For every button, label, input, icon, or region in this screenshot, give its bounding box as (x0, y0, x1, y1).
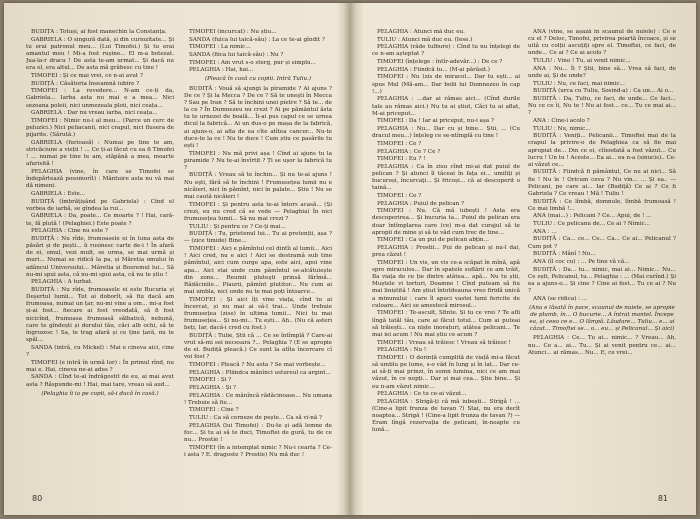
dialogue-paragraph: TIMOFEI : Un vis, un vis ce-a scăpat în mînă, apă spre miraculos... Dar în spatele suflării ce am trăit, Ba viața de ce ție dintre atâtea... apă... Nu tu știi, Muștele vi torturi, Doamne ! Cînd puteam să fiu mai liniștită ! Am știut întotdeauna vreo firidă unică a minunului : care îl apuci vastei lumi fericite de culoare... Aici se amestecă mirosul... (372, 259, 520, 309)
dialogue-paragraph: TIMOFEI : Eu ? ! (377, 156, 426, 163)
dialogue-paragraph: TULIU : Și pentru ce ? Ce-ți mai... (189, 223, 286, 230)
dialogue-paragraph: PELAGHIA : ...dar ai rămas aici... (Cînd durile tale au rămas aici.) Nu tu ai știut, Căci tu ai aflat, M-ai priceput... (372, 96, 520, 117)
dialogue-paragraph: GABRIELA : Dar nu vreau iarba, nici ceața... (31, 110, 158, 117)
dialogue-paragraph: PELAGHIA : Strigă-ți că mă iubești... Strigă ! ... (Cine-a lipit frunza de tavan ?) Stai, nu era decît noaptea... Strigă ! (Cine-a lipit frunza de tavan ?) — Eram lîngă rezervația de pelicani, în-noapte cu lună... (372, 398, 520, 434)
dialogue-paragraph: BUDIȚĂ : Nu rîde, frumoasele ei în luna asta de păsări și de pești... îi rusinesc carte de-i ! În afară de ei, omul, vezi mult, se urma, se mai urmă și muri... Numai se ridică la pa, și Măretia omului în adâncul Universului... Măretia și Bosremul lui... Să nu-mi spui asta, că nu-mi spui asta, că nu te știu ! (26, 235, 174, 278)
dialogue-paragraph: PELAGHIA : Ce... Tu ai... nimic... ? Vreau... Ah, nu... Ce a... ai... Tu... Și ai venit pentru ce... ai... Atunci... ai rămas... Nu... E, ce vrei... (528, 335, 676, 356)
dialogue-paragraph: TULIU : Vino ! Tu, ai venit nimic... (533, 58, 631, 65)
dialogue-paragraph: PELAGHIA : Nu... Dar cu și bine... Știi, ... (Cu dracul meu...) înțeleg ce se-ntîmplă cu tine ! (372, 126, 520, 140)
dialogue-paragraph: GABRIELA (furioasă) : Numai pe tine te am, stricăciune a vieții ! ... Ce ți-ai făcut cu ea fi Timofei ! ... numai pe tine te am, stăpână a mea, moarte afurisită ! (26, 139, 174, 168)
dialogue-paragraph: ANA : Nu... Îi ? Știi, bine să... Vrea să faci, de unde ai, Și de unde? (528, 65, 676, 79)
left-page-column-1 (26, 29, 174, 477)
dialogue-paragraph: SANDA (intră, cu Mickel) : Mai e cineva aici, cine ? (26, 344, 174, 358)
dialogue-paragraph: GABRIELA : Este... (31, 190, 86, 197)
right-page-column-2 (528, 29, 676, 477)
dialogue-paragraph: TIMOFEI (înțelege : întîr-adevăr...) : De ce ? (377, 59, 503, 66)
dialogue-paragraph: PELAGHIA : Pliindca mănînci ustureul ca argint... (189, 369, 331, 376)
right-page-number: 81 (657, 494, 668, 503)
dialogue-paragraph: TIMOFEI : Nu. Că mă iubești ! Asta era descoperirea... Și bucuria ta... Puiul de pelican era doar întîmplarea care (ce) m-a dat curajul să te apropii de mine și să te văd cum trec de tine... (372, 208, 520, 236)
right-page (372, 29, 678, 477)
dialogue-paragraph: TULIU : Ca să cerneze de pește... Ca să vi-nă ? (189, 415, 322, 422)
dialogue-paragraph: TIMOFEI : Ce ? (377, 192, 422, 199)
book-gutter (344, 3, 356, 515)
dialogue-paragraph: TIMOFEI : Vreau să trăiesc ! Vreau să trăiesc ! (377, 339, 511, 346)
dialogue-paragraph: BUDIȚĂ : Tulie, Știi că ... Ce se întîmplă ? Care-ai vrut să-mi sei necesara ?... Pelaghia ? (E se apropie de ei. Budiță pleacă.) Ce sunt la atîta încercare cî voi fost ? (184, 332, 332, 361)
dialogue-paragraph: TIMOFEI : Și pentru asta te-ai întors acasă... (Și crezi, eu nu cred că se vede — Pelaghia) În nici frumusețea lumii... Să nu mai crezi ? (184, 201, 332, 222)
dialogue-paragraph: TULIU : Ce pelicanu de... Ce ai ? Nimic... (533, 221, 651, 228)
dialogue-paragraph: (Pleacă în casă cu copiii. Intră Tuliu.) (204, 76, 312, 83)
dialogue-paragraph: TULIU : Nu, nimic... (533, 125, 591, 132)
dialogue-paragraph: TIMOFEI : Ca un pui de pelican abțin... (377, 237, 489, 244)
dialogue-paragraph: PELAGHIA : Fiindcă tu... (M-ai părăsit.) (377, 66, 490, 73)
dialogue-paragraph: TIMOFEI (în a intemplat nimic ? Nu-i cearta ? Ce-i asta ? E. dragoste ? Prostie) Nu mă duc ! (184, 444, 332, 458)
dialogue-paragraph: PELAGHIA : Prostii... Pui de pelican și nu-l dai, prea căzut ! (372, 245, 520, 259)
dialogue-paragraph: ANA : Cine-i acolo ? (533, 117, 590, 124)
dialogue-paragraph: TIMOFEI : Nu (zis de miracol... Dar tu ești... ai spus Mul (Mă-am... Dar bolii lui Dumnezeu în cap !...) (372, 74, 520, 95)
dialogue-paragraph: TIMOFEI (e intră în urmă lor) : În primul rînd, nu mai e. Hai, cineva ne-ai adus ? (26, 359, 174, 373)
left-page-number: 80 (32, 494, 43, 503)
dialogue-paragraph: SANDA (fiica lui taică-său) : Nu ? (189, 51, 284, 58)
dialogue-paragraph: BUDIȚĂ : Veniți... Pelicanii... Timoftei mai de la crapul la privire-o de Pelaghiea ca să fie mai apropiat de... Din ce ei, cîteodată a fost văzut... Cu lucru ! Un tu ! Aceste... Ea ai... ea n-a (sinucis).. Ce-ai văzut ce... (528, 133, 676, 168)
dialogue-paragraph: TIMOFEI : Ce ? (377, 140, 422, 147)
dialogue-paragraph: ANA (mai...) : Pelicani ? Ce... Apui, de ! ... (533, 213, 652, 220)
dialogue-paragraph: TIMOFEI : Nimic nu-i al meu... (Parce un cerc de peluzici.) Nici peliacanii, nici crapul, nici flusera de pijarite. (Sărută.) (26, 117, 174, 139)
left-page-column-2 (184, 29, 332, 477)
dialogue-paragraph: TIMOFEI : Și ce mai vrei, ce n-ai avut ? (31, 72, 143, 79)
dialogue-paragraph: PELAGHIA (râde tulbure) : Cînd tu nu înțelegi de ce n-am așteptat ? (372, 44, 520, 58)
dialogue-paragraph: SANDA : Cînd te-ai îndrăgostit de eu, ai mai avut asta ? Răspunde-mi ! Hai, mai tare, vreau să aud... (26, 374, 174, 388)
dialogue-paragraph: PELAGHIA (vine, în care se Timofei se îndepărtează posomorît) : Mântuire asta nu vă mai dă nimeni. (26, 168, 174, 190)
dialogue-paragraph: TIMOFEI : Și aici îți vine viața, cînd tu ai încercat, și nu mai ai să-l trai... Unde trebuie frumusețea (zise) în ultima lumii... Nici tu mai frumusețea... Și nu-mi... Tu ești... Ah.. (Nu că asteri beți, Iar, dacă-i cred cu fost.) (184, 296, 332, 332)
dialogue-paragraph: PELAGHIA : Atunci mă duc eu. (377, 29, 465, 35)
dialogue-paragraph: TIMOFEI : O dorință cumplită de viață mi-a făcut să umblu pe lume, s-o văd în lung și în lat... Dar ce-ai să-ți mai prinzi, în somn lumina, nici ce am mai văzut, în ce nopți... Dar și mai cea... Știe bine... Și eu n-am văzut nimic... (372, 354, 520, 390)
dialogue-paragraph: BUDIȚĂ (urca cu Tuliu, Sosind-a) : Ca un... Ai o... (533, 88, 674, 95)
dialogue-paragraph: BUDIȚĂ : Ce lîmbă, domnule, lîmbă frumoasă ! Ce mai limbă !... (528, 198, 676, 212)
left-page (26, 29, 336, 477)
dialogue-paragraph: BUDIȚĂ : Tu, prietenul lui... Tu ai pretenții, așa ? — (zice timide) Bine... (184, 231, 332, 245)
dialogue-paragraph: TULIU : Nu, ce faci, mai nimic... (533, 80, 625, 87)
dialogue-paragraph: TIMOFEI : Aici e pămîntul cel dintîi al lumii... Aici ! Aici cred, nu e aici ! Aici se destramă sub tine pămîntul, aici cum curge apa, este aici, apoi vine apa... Aici stai unde cum pămîntul se-alcătuiește din zone... Reumii pluteşti prinsă fărîmă... Rădăcinile... Plaurii, pămînt plutitor... Nu cum ai mai umbla, nici unde nu te mai poți întoarce... (184, 246, 332, 295)
dialogue-paragraph: BUDIȚĂ : Ca... ce... Ce... Ca... Ce ai... Pelicanul ? Cum pot ? (528, 236, 676, 250)
dialogue-paragraph: TIMOFEI : La revedere... N-am ce-ți da, Gabriela... Iarba asta nu mai e a mea... Nici sezoana poleii, nici unmezeala ploii, nici ceața... (26, 88, 174, 109)
dialogue-paragraph: BUDIȚĂ : Căsătoria înseamnă iubire ? (31, 80, 140, 87)
dialogue-paragraph: TULIU : Atunci mă duc eu. (Iese.) (377, 36, 473, 43)
right-page-column-1 (372, 29, 520, 477)
dialogue-paragraph: TIMOFEI : Nu mă privi așa ! Cînd ai ajuns tu la piramide ? Nu te-ai învîrtit ? Ți se ușor la fabrică tu ? (184, 150, 332, 171)
dialogue-paragraph: TIMOFEI : Cine ? (189, 407, 239, 414)
book-spread (4, 3, 696, 515)
dialogue-paragraph: PELAGHIA : Ce tu ce-ai văzut... (377, 391, 467, 398)
dialogue-paragraph: ANA (vine, se așază în scaunul de nuiele) : Ce e cu el ? Deloc, Timofei, privirea poartă încoace, și se uită cu colții ascuțiți spre el. Timoftei, ce faci, de unde... Ce ai ? Ce ai acolo ? (528, 29, 676, 57)
dialogue-paragraph: BUDIȚĂ : Da, Tuliu, ce faci, de unde... Ce faci... Nu ce ce îi, Nu te ! Nu ai fost... ce... Tu ce mai ai... ? (528, 95, 676, 117)
dialogue-paragraph: TIMOFEI : Și ? (189, 377, 232, 384)
dialogue-paragraph: BUDIȚĂ : Vouă să ajungi la piramide ? Ai ajuns ? De ce ? Și la Mecca ? De ce ? Să te uneşti în Mecca ? Sau pe Iran ? Să te închini unei pietre ? Să te... de la ce ? În Dumnezeu nu crezi ? Ai pe pământul ăsta tu te urnezei de boală... Îi-ai pus capul ce se urnea dicul la fabrică... Ai un dus-o pe mașa de la fabrică, ai ajuns-o, ai afla de ea cîte atîtea cancer... Nu-te duce-te la ce ! Nu te duce ! Cum știu ce pasările tu ești ! (184, 85, 332, 149)
dialogue-paragraph: PELAGHIA : Nu ! (377, 347, 427, 354)
dialogue-paragraph: BUDIȚĂ : Nu rîde, frumoasele ei este Bucuria și Deșertul lumii... Tot ai doborît, să fiu dacă am frumoasa, numai un țar, nu-mi vine a om... mi-a fost și-ai fost... fiecare ai fost vreodată, să fi fost nicicînd, frumoasa frumoasă sălbatică, nebună, care te gîndești și dorului tău, căci alb ochi, să te îngrozesc ! Sa, te trag afară și ce ține țară, nu te spăl... (26, 286, 174, 344)
dialogue-paragraph: BUDIȚĂ : Totuși, ai fost manechin la Constanța. (31, 29, 167, 35)
dialogue-paragraph: TIMOFEI : Te-ascult, Sfinte. Și tu ce vrei ? Te afli lîngă tatăl tău, care ai făcut totul... Cum ai puteai să trăiești... ca niște inorațuri, atâtea pelicani... Te mai iei acum ! Nu mai știu ce acum ? (372, 310, 520, 338)
dialogue-paragraph: GABRIELA : Da, poate... Ce moarte ? ! Hai, cară-te, fă plută ! (Pelaghiei.) Este poate ? (26, 213, 174, 227)
dialogue-paragraph: PELAGHIA : Ce mănîncă rădăcinoase... Nu umana ! Trebuie să fie... (184, 392, 332, 406)
dialogue-paragraph: PELAGHIA : Ce ? Ce ? (377, 148, 441, 155)
dialogue-paragraph: ANA : ... (533, 228, 557, 235)
dialogue-paragraph: TIMOFEI : Da ! Iar ai priceput, nu-i așa ? (377, 118, 494, 125)
dialogue-paragraph: PELAGHIA : Și ? (189, 385, 237, 391)
dialogue-paragraph: PELAGHIA : A turbat. (31, 279, 93, 286)
dialogue-paragraph: BUDIȚĂ (îmbrățișând pe Gabriela) : Cînd el vorbea de iarbă, se gîndea la rui... (26, 198, 174, 212)
dialogue-paragraph: (Ana e lăsată în pace, scaunul de nuiele, se apropie de plumb, în... O bucurie... A întrat mantel. Începe ea, și ceea ce e... O lămpă. Lăudare... Tuliu... e... ai căzut... Timoftei se... o... eu... și Pelicanul... Și aici) (529, 304, 675, 333)
dialogue-paragraph: TIMOFEI : Am vrut s-o sterg, pur și simplu... (189, 59, 316, 66)
dialogue-paragraph: PELAGHIA (lui Timofei) : Du-te și adă lemne de foc... Și tu ai să te duci, Timoftei de gură, tu de ce nu... Prostie ! (184, 422, 332, 444)
dialogue-paragraph: TIMOFEI : Pleacă ? Nu asta ? Se mai vorbește... (189, 362, 326, 369)
dialogue-paragraph: ANA (se ridica) : ... (533, 295, 588, 302)
dialogue-paragraph: TIMOFEI (incurcat) : Nu știu... (189, 29, 277, 35)
dialogue-paragraph: BUDIȚĂ : Fiindcă fi pământul, Ce nu ai nici... Să fie ! Nu le ! Oricum ceva ? Nu vin... ... Și ea.. — Pelicani, pe care ai... Iar (Budiță) Ce ai ? Ce fi Gabriela ? Ce vreau ! Mă ! Tuliu ! (528, 169, 676, 197)
dialogue-paragraph: SANDA (fuica lui taică-său) : La ce te-ai gîndit ? (189, 36, 325, 43)
dialogue-paragraph: (Pelaghia îi ia pe copii, să-i ducă în casă.) (41, 390, 159, 397)
dialogue-paragraph: PELAGHIA : Hai, hai... (189, 67, 254, 74)
dialogue-paragraph: BUDIȚĂ : Da... tu... nimic, mai ai... Nimic... Nu... Ce ești, Pelicanul, tu... Pelaghia : ... (Mai curînd.) Și ea a ajuns-o... Și cine ? Cine ai fost... Tu ce ai ? Nu ? (528, 266, 676, 294)
dialogue-paragraph: BUDIȚĂ : Vreau să te închin... Și nu te-ai ajuns ! Nu ești, fără să te închini ! Frumusețea lumii nu e nicăieri, nici în pămînt, nici în palate... Știu ! Nu se mai caută nicăieri ! (184, 172, 332, 200)
dialogue-paragraph: PELAGHIA : Ca în zisu cînd mi-ai dat puiul de pelican ? Și atunci îl tăceai în fața ei... umiliți și bucuroși, încurcaţi... Și fricoși... că ai descoperit o taină... (372, 163, 520, 192)
dialogue-paragraph: BUDIȚĂ : Mănî ! Nu... (533, 251, 596, 258)
dialogue-paragraph: GABRIELA : O singură dată, și din curiozitate... Și tu erai patronul meu... (Lui Timofei.) Și tu erai amantul meu ! Mi-a fost rușine... El m-a botezat. Jua-la-r dracu ! De asta te-am urmat... Și dacă nu era el, era altul... De asta mă grăbesc cu tine ! (26, 36, 174, 72)
dialogue-paragraph: TIMOFEI : La nimic... (189, 44, 251, 51)
dialogue-paragraph: PELAGHIA : Cine nu este ? (31, 228, 108, 235)
dialogue-paragraph: PELAGHIA : Puiul de pelican ? (377, 200, 464, 207)
dialogue-paragraph: ANA (îl coc cu) : ... Pe tine vă că... (533, 258, 630, 265)
